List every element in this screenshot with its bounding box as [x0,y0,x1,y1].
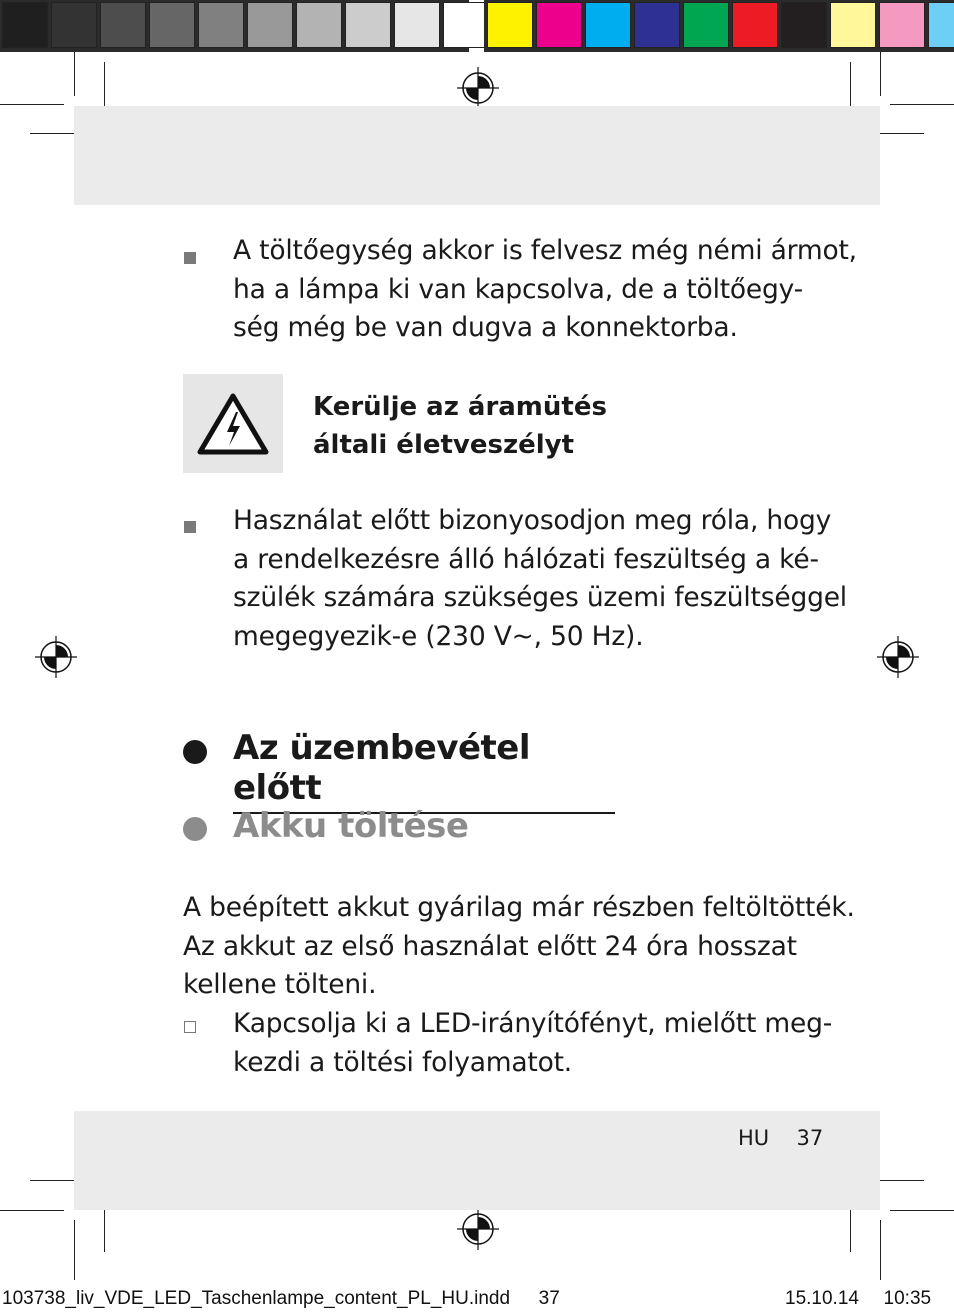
registration-mark-icon [457,67,499,109]
color-swatch [149,2,195,48]
registration-mark-icon [35,636,77,678]
warning-text: Kerülje az áramütés általi életveszélyt [313,392,607,460]
step-checkbox [184,1021,196,1033]
high-voltage-warning-icon [183,374,283,473]
bullet-paragraph-standby: A töltőegység akkor is felvesz még némi ármot, ha a lámpa ki van kapcsolva, de a töltőegy- ség még be van dugva a konnektorba. [233,235,857,343]
color-swatch [2,2,48,48]
heading-bullet-dot [183,740,207,764]
process-swatches [487,2,954,50]
bullet-paragraph-voltage: Használat előtt bizonyosodjon meg róla, hogy a rendelkezésre álló hálózati feszültség a ké- szülék számára szükséges üzemi feszültséggel megegyezik-e (230 V~, 50 Hz). [233,505,847,652]
color-swatch [394,2,440,48]
color-swatch [732,2,778,48]
header-band [74,106,880,205]
step-paragraph: Kapcsolja ki a LED-irányítófényt, mielőtt meg- kezdi a töltési folyamatot. [233,1008,833,1078]
color-swatch [100,2,146,48]
color-swatch [51,2,97,48]
page-footer [738,1126,823,1150]
registration-mark-icon [877,636,919,678]
heading-before-use: Az üzembevétel előtt [233,728,615,814]
page-number: 37 [796,1126,824,1150]
color-swatch [345,2,391,48]
color-swatch [247,2,293,48]
language-code: HU [738,1126,770,1150]
color-swatch [879,2,925,48]
slug-filename: 103738_liv_VDE_LED_Taschenlampe_content_PL_HU.indd 37 [2,1288,560,1309]
color-swatch [781,2,827,48]
heading-battery-charging: Akku töltése [233,806,469,846]
color-swatch [683,2,729,48]
color-swatch [585,2,631,48]
color-swatch [830,2,876,48]
bullet-square [184,252,196,264]
color-swatch [634,2,680,48]
heading-bullet-dot [183,817,207,841]
charging-paragraph: A beépített akkut gyárilag már részben feltöltötték. Az akkut az első használat előtt 24 óra hosszat kellene tölteni. [183,892,855,1000]
color-swatch [536,2,582,48]
color-swatch [198,2,244,48]
color-swatch [296,2,342,48]
bullet-square [184,521,196,533]
gray-swatches [2,2,492,50]
warning-icon-box [183,374,283,473]
color-swatch [443,2,489,48]
color-swatch [487,2,533,48]
registration-mark-icon [457,1208,499,1250]
color-swatch [928,2,954,48]
slug-datetime: 15.10.14 10:35 [785,1288,932,1309]
